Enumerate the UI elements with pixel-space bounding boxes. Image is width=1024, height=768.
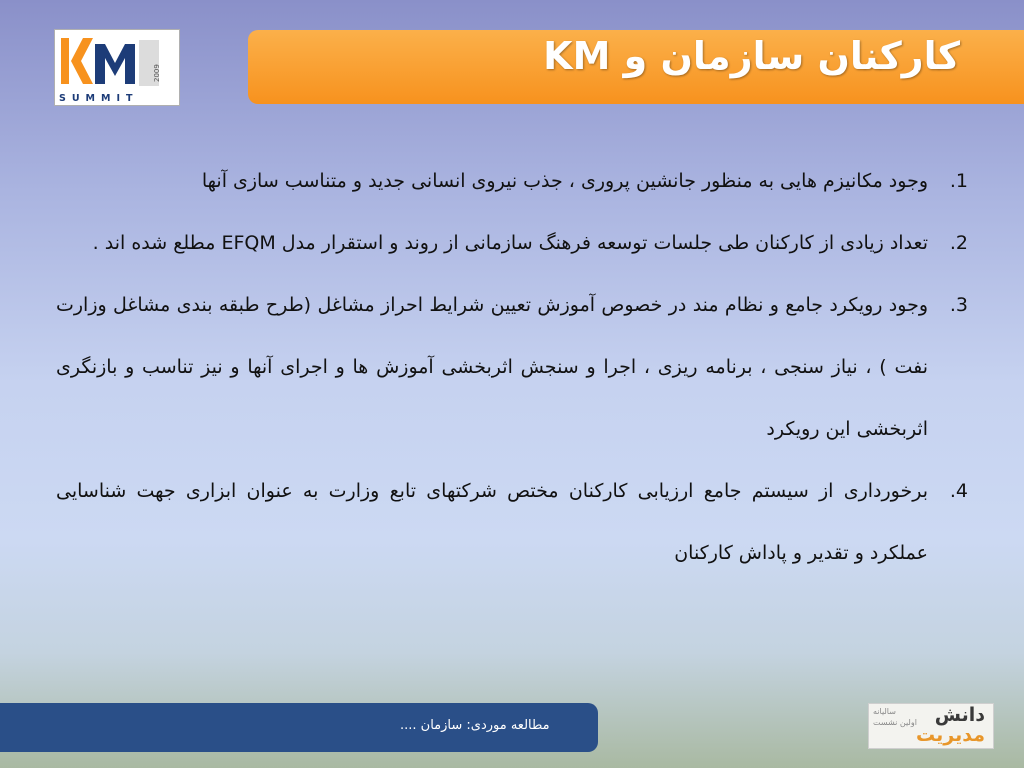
item-text: تعداد زیادی از کارکنان طی جلسات توسعه فرهنگ سازمانی از روند و استقرار مدل EFQM مطلع شده اند . bbox=[92, 232, 928, 254]
list-item bbox=[56, 150, 968, 212]
item-text: وجود رویکرد جامع و نظام مند در خصوص آموزش تعیین شرایط احراز مشاغل (طرح طبقه بندی مشاغل وزارت نفت ) ، نیاز سنجی ، برنامه ریزی ، اجرا و سنجش اثربخشی آموزش ها و اجرای آنها و نیز تناسب و بازنگری اثربخشی این رویکرد bbox=[56, 294, 928, 440]
page-title: کارکنان سازمان و KM bbox=[543, 34, 960, 78]
item-number: 1. bbox=[949, 170, 968, 192]
item-text: وجود مکانیزم هایی به منظور جانشین پروری ، جذب نیروی انسانی جدید و متناسب سازی آنها bbox=[201, 170, 928, 192]
content-list bbox=[56, 150, 968, 584]
item-number: 2. bbox=[949, 232, 968, 254]
logo-small-text: اولین نشست bbox=[873, 718, 917, 727]
list-item bbox=[56, 460, 968, 584]
item-text: برخورداری از سیستم جامع ارزیابی کارکنان مختص شرکتهای تابع وزارت به عنوان ابزاری جهت شناسایی عملکرد و تقدیر و پاداش کارکنان bbox=[56, 480, 928, 564]
logo-small-text: سالیانه bbox=[873, 707, 896, 716]
logo-sub-text: SUMMIT bbox=[59, 93, 139, 104]
logo-main-text: مدیریت bbox=[916, 724, 985, 746]
list-item bbox=[56, 274, 968, 460]
logo-year: 2009 bbox=[153, 64, 161, 82]
km-summit-logo bbox=[54, 29, 180, 106]
list-item bbox=[56, 212, 968, 274]
logo-main-text: دانش bbox=[934, 704, 985, 726]
item-number: 3. bbox=[949, 294, 968, 316]
footer-text: مطالعه موردی: سازمان .... bbox=[400, 718, 550, 733]
knowledge-management-logo bbox=[868, 703, 994, 749]
item-number: 4. bbox=[949, 480, 968, 502]
